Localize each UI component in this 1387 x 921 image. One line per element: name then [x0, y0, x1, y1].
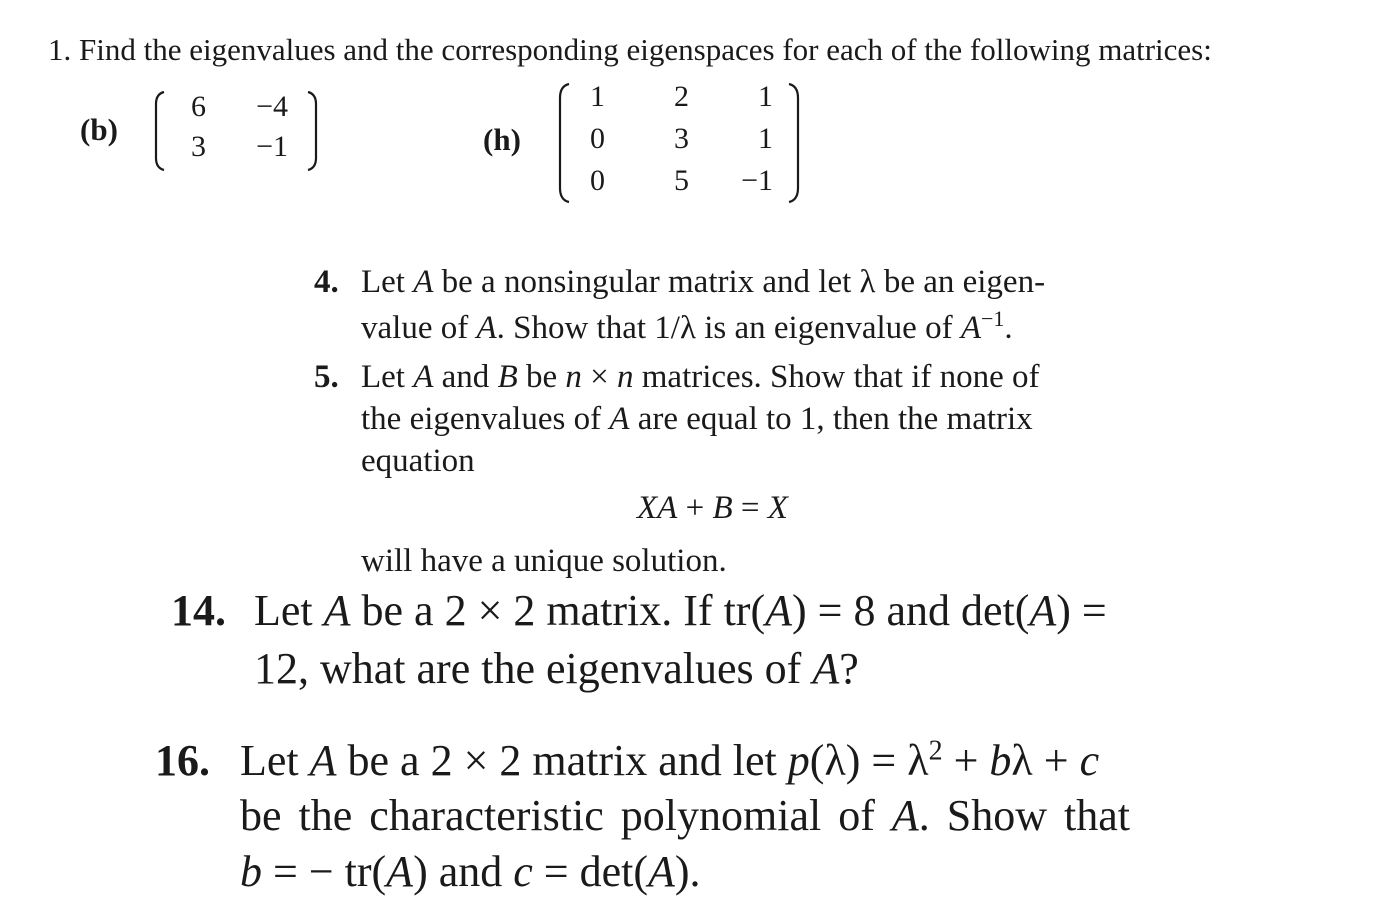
matrix-b [150, 88, 330, 174]
problem-14-number: 14. [171, 586, 226, 635]
matrix-h-cell: 0 [590, 164, 605, 197]
matrix-b-cell: 6 [191, 90, 206, 123]
part-b-label: (b) [80, 112, 118, 147]
matrix-h-cell: −1 [741, 164, 773, 197]
problem-5-line-3: equation [361, 443, 475, 479]
matrix-b-cell: −4 [256, 90, 288, 123]
problem-4-number: 4. [314, 264, 339, 300]
problem-1-statement: 1. Find the eigenvalues and the corresponding eigenspaces for each of the following matrices: [48, 32, 1212, 67]
problem-4-line-1: Let A be a nonsingular matrix and let λ be an eigen- [361, 264, 1046, 300]
right-bracket [783, 80, 805, 206]
matrix-h-cell: 2 [674, 80, 689, 113]
problem-5-equation: XA + B = X [637, 490, 788, 526]
problem-16-line-3: b = − tr(A) and c = det(A). [240, 847, 701, 896]
right-bracket [302, 88, 322, 174]
matrix-h-cell: 1 [758, 80, 773, 113]
problem-14-line-2: 12, what are the eigenvalues of A? [254, 644, 859, 693]
problem-5-line-4: will have a unique solution. [361, 543, 727, 579]
left-bracket [150, 88, 170, 174]
matrix-h-cell: 5 [674, 164, 689, 197]
matrix-b-cell: 3 [191, 130, 206, 163]
left-bracket [553, 80, 575, 206]
matrix-b-cell: −1 [256, 130, 288, 163]
matrix-h [553, 80, 813, 206]
problem-16-number: 16. [155, 736, 210, 785]
problem-16-line-1: Let A be a 2 × 2 matrix and let $p(\lambda) = \lambda^2 + b\lambda + c$ [240, 735, 1100, 785]
problem-16-line-2: be the characteristic polynomial of A. Show that [240, 791, 1130, 840]
problem-14-line-1: Let A be a 2 × 2 matrix. If tr(A) = 8 and det(A) = [254, 586, 1107, 635]
matrix-h-cell: 1 [758, 122, 773, 155]
problem-5-line-2: the eigenvalues of A are equal to 1, then the matrix [361, 401, 1033, 437]
problem-5-number: 5. [314, 359, 339, 395]
matrix-h-cell: 0 [590, 122, 605, 155]
problem-5-line-1: Let A and B be n × n matrices. Show that if none of [361, 359, 1040, 395]
matrix-h-cell: 3 [674, 122, 689, 155]
matrix-h-cell: 1 [590, 80, 605, 113]
problem-4-line-2: value of A. Show that 1/λ is an eigenvalue of $A^{-1}$. [361, 306, 1013, 346]
part-h-label: (h) [483, 122, 521, 157]
